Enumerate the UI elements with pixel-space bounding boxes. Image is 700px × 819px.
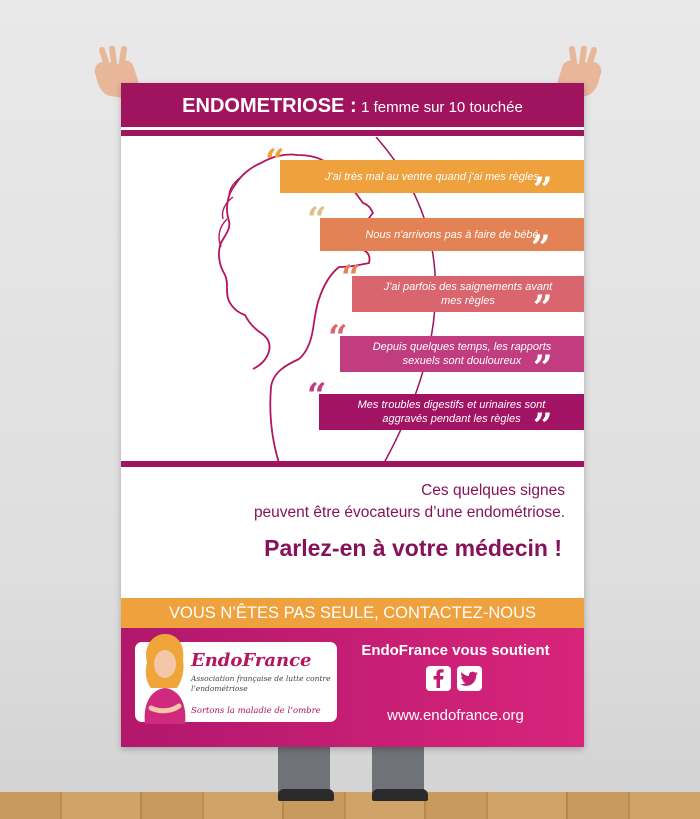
- quote-2-close-mark-icon: ”: [531, 228, 551, 268]
- quote-4-text: Depuis quelques temps, les rapports sexuels sont douloureux: [372, 341, 552, 367]
- quote-4-close-mark-icon: ”: [533, 348, 553, 388]
- support-text: EndoFrance vous soutient: [361, 642, 550, 659]
- quote-2-open-mark-icon: “: [307, 200, 327, 240]
- quote-1-text: J'ai très mal au ventre quand j'ai mes règles: [325, 170, 539, 183]
- facebook-icon[interactable]: [426, 666, 451, 691]
- right-leg: [372, 745, 424, 797]
- quote-5-close-mark-icon: ”: [533, 406, 553, 446]
- logo-tagline: Sortons la maladie de l’ombre: [191, 706, 321, 716]
- signs-line-2: peuvent être évocateurs d’une endométriose.: [253, 504, 565, 521]
- header-divider: [121, 130, 584, 136]
- poster: [121, 83, 584, 747]
- quote-3-open-mark-icon: “: [341, 258, 361, 298]
- social-links: [426, 666, 482, 691]
- signs-line-1: Ces quelques signes: [421, 482, 565, 499]
- quote-5-open-mark-icon: “: [307, 376, 327, 416]
- quote-1-close-mark-icon: ”: [533, 170, 553, 210]
- endofrance-logo[interactable]: [135, 642, 337, 722]
- logo-subtitle: Association française de lutte contre l’endométriose: [191, 674, 331, 693]
- left-shoe: [278, 789, 334, 801]
- signs-text: [254, 480, 565, 524]
- right-shoe: [372, 789, 428, 801]
- footer-panel: [121, 628, 584, 747]
- header-band: [121, 83, 584, 127]
- website-link[interactable]: www.endofrance.org: [387, 707, 524, 724]
- quote-2-text: Nous n'arrivons pas à faire de bébé: [365, 228, 539, 241]
- woman-figure-icon: [137, 632, 189, 724]
- quote-1-open-mark-icon: “: [265, 142, 285, 182]
- left-leg: [278, 745, 330, 797]
- middle-divider: [121, 461, 584, 467]
- twitter-icon[interactable]: [457, 666, 482, 691]
- quote-3-close-mark-icon: ”: [533, 288, 553, 328]
- header-title-rest: 1 femme sur 10 touchée: [361, 99, 523, 116]
- logo-name: EndoFrance: [191, 650, 312, 671]
- header-title-bold: ENDOMETRIOSE :: [182, 95, 357, 117]
- quote-4-open-mark-icon: “: [328, 318, 348, 358]
- quote-3-text: J'ai parfois des saignements avant mes règles: [383, 281, 553, 307]
- person-legs: [278, 745, 428, 800]
- call-to-action: Parlez-en à votre médecin !: [264, 535, 562, 561]
- quote-5-text: Mes troubles digestifs et urinaires sont aggravés pendant les règles: [357, 399, 546, 425]
- contact-band: VOUS N’ÊTES PAS SEULE, CONTACTEZ-NOUS: [121, 598, 584, 628]
